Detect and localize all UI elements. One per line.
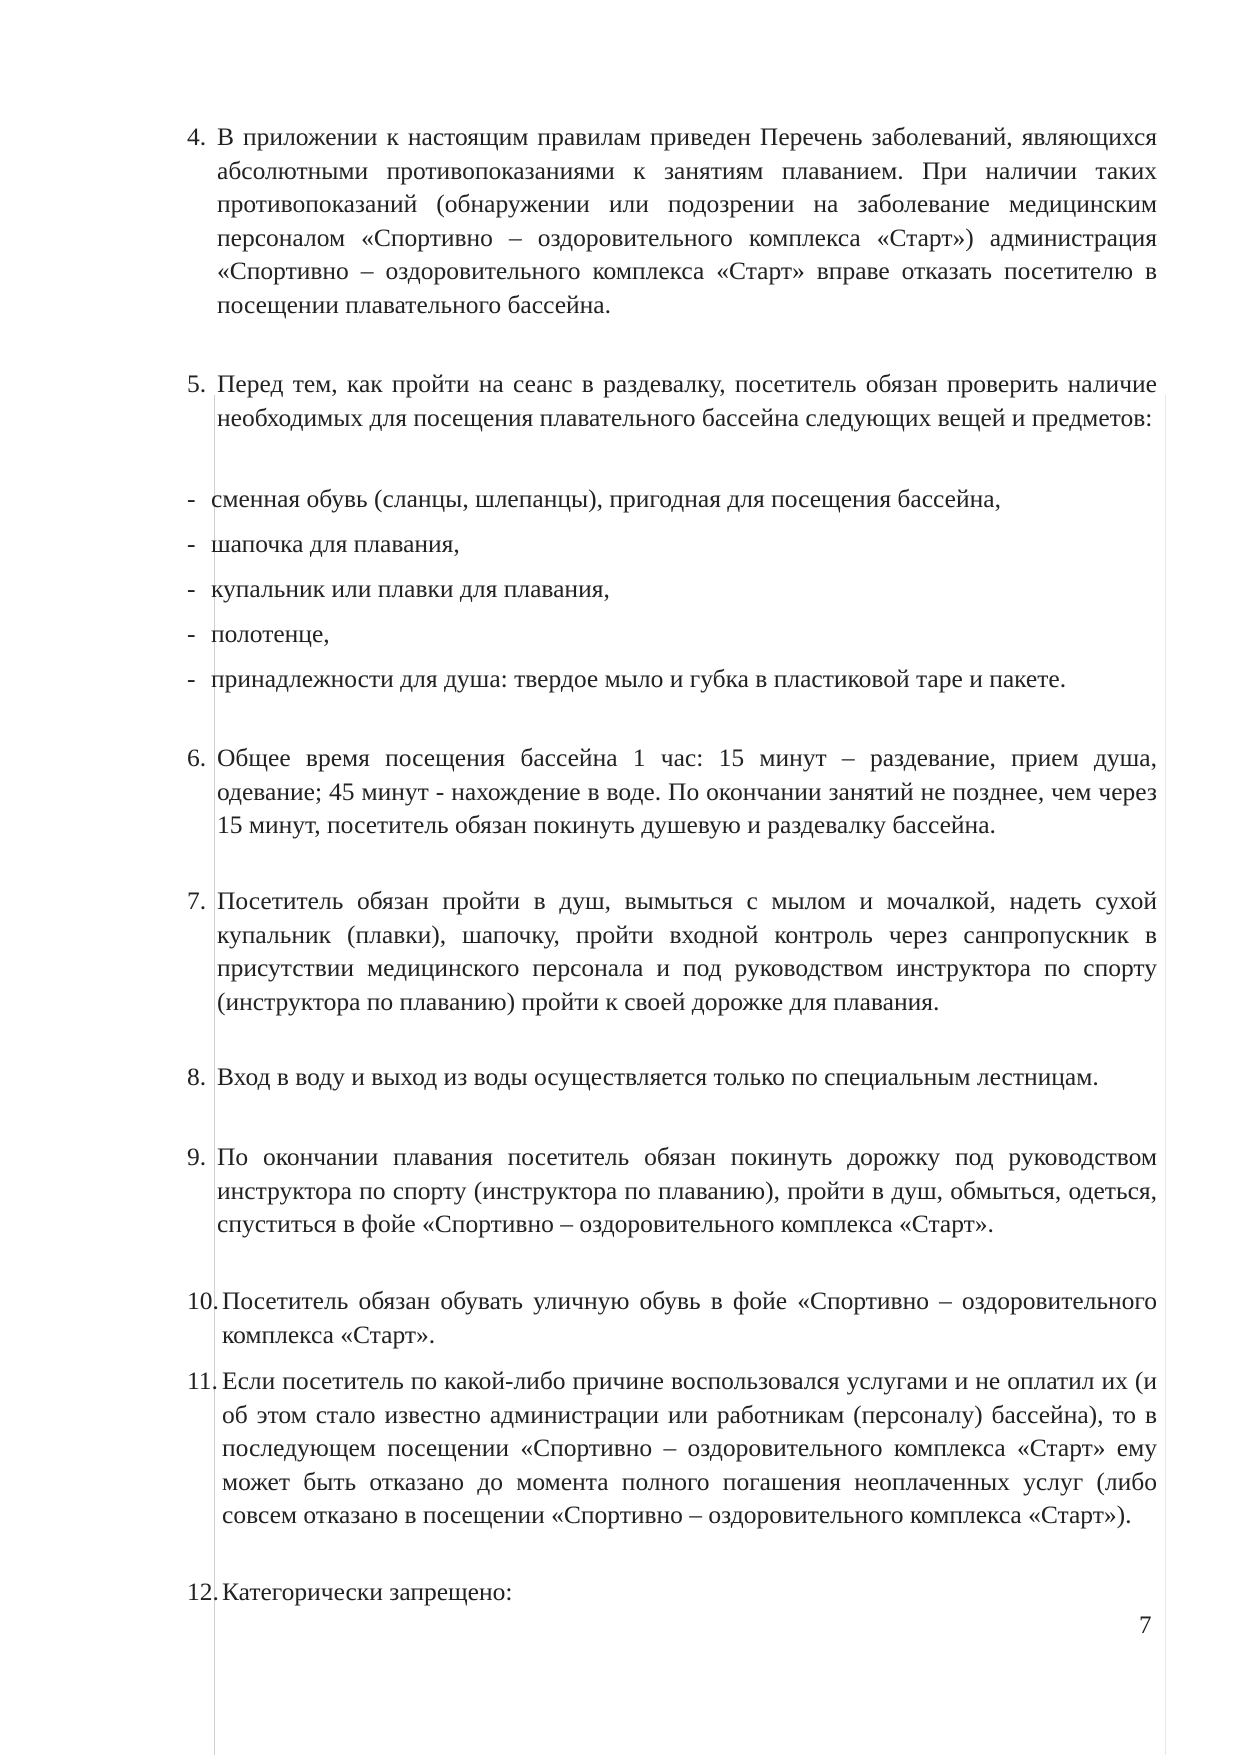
rule-item-5 <box>187 367 1157 434</box>
list-item <box>187 527 1157 561</box>
rule-item-10 <box>187 1284 1157 1351</box>
rule-text: Общее время посещения бассейна 1 час: 15 минут – раздевание, прием душа, одевание; 45 минут - нахождение в воде. По окончании занятий не позднее, чем через 15 минут, посетитель обязан покинуть душевую и раздевалку бассейна. <box>217 743 1157 839</box>
rule-item-12 <box>187 1575 1157 1609</box>
rule-text: Категорически запрещено: <box>222 1577 513 1606</box>
rule-number: 8. <box>187 1062 207 1091</box>
list-item-text: сменная обувь (сланцы, шлепанцы), пригодная для посещения бассейна, <box>211 484 1001 513</box>
list-item <box>187 482 1157 516</box>
rule-text: Вход в воду и выход из воды осуществляется только по специальным лестницам. <box>217 1062 1099 1091</box>
rule-number: 11. <box>187 1366 218 1395</box>
rule-number: 12. <box>187 1577 219 1606</box>
rule-item-7 <box>187 884 1157 1018</box>
rule-number: 6. <box>187 743 207 772</box>
rule-text: Перед тем, как пройти на сеанс в раздевалку, посетитель обязан проверить наличие необходимых для посещения плавательного бассейна следующих вещей и предметов: <box>217 369 1157 432</box>
rule-number: 9. <box>187 1142 207 1171</box>
list-item-text: купальник или плавки для плавания, <box>211 574 610 603</box>
list-item-text: принадлежности для душа: твердое мыло и губка в пластиковой таре и пакете. <box>211 664 1067 693</box>
rule-text: Посетитель обязан пройти в душ, вымыться с мылом и мочалкой, надеть сухой купальник (плавки), шапочку, пройти входной контроль через санпропускник в присутствии медицинского персонала и под руководством инструктора по спорту (инструктора по плаванию) пройти к своей дорожке для плавания. <box>217 886 1157 1016</box>
rule-number: 10. <box>187 1286 219 1315</box>
rule-text: В приложении к настоящим правилам приведен Перечень заболеваний, являющихся абсолютными противопоказаниями к занятиям плаванием. При наличии таких противопоказаний (обнаружении или подозрении на заболевание медицинским персоналом «Спортивно – оздоровительного комплекса «Старт») администрация «Спортивно – оздоровительного комплекса «Старт» вправе отказать посетителю в посещении плавательного бассейна. <box>217 122 1157 319</box>
list-item <box>187 572 1157 606</box>
list-item-text: шапочка для плавания, <box>211 529 460 558</box>
rule-item-8 <box>187 1060 1157 1094</box>
list-item <box>187 617 1157 651</box>
rule-text: Если посетитель по какой-либо причине воспользовался услугами и не оплатил их (и об этом стало известно администрации или работникам (персоналу) бассейна), то в последующем посещении «Спортивно – оздоровительного комплекса «Старт» ему может быть отказано до момента полного погашения неоплаченных услуг (либо совсем отказано в посещении «Спортивно – оздоровительного комплекса «Старт»). <box>222 1366 1157 1529</box>
dash-marker: - <box>187 574 196 603</box>
scan-right-edge-line <box>1165 395 1166 1755</box>
rule-number: 4. <box>187 122 207 151</box>
rule-item-4 <box>187 120 1157 321</box>
rule-text: По окончании плавания посетитель обязан покинуть дорожку под руководством инструктора по спорту (инструктора по плаванию), пройти в душ, обмыться, одеться, спуститься в фойе «Спортивно – оздоровительного комплекса «Старт». <box>217 1142 1157 1238</box>
rule-text: Посетитель обязан обувать уличную обувь в фойе «Спортивно – оздоровительного комплекса «Старт». <box>222 1286 1157 1349</box>
rule-number: 7. <box>187 886 207 915</box>
dash-marker: - <box>187 664 196 693</box>
rule-item-11 <box>187 1364 1157 1532</box>
rule-item-9 <box>187 1140 1157 1241</box>
dash-marker: - <box>187 484 196 513</box>
list-item <box>187 662 1157 696</box>
rule-item-6 <box>187 741 1157 842</box>
rule-number: 5. <box>187 369 207 398</box>
dash-marker: - <box>187 529 196 558</box>
list-item-text: полотенце, <box>211 619 330 648</box>
dash-marker: - <box>187 619 196 648</box>
page-number: 7 <box>1139 1612 1152 1639</box>
